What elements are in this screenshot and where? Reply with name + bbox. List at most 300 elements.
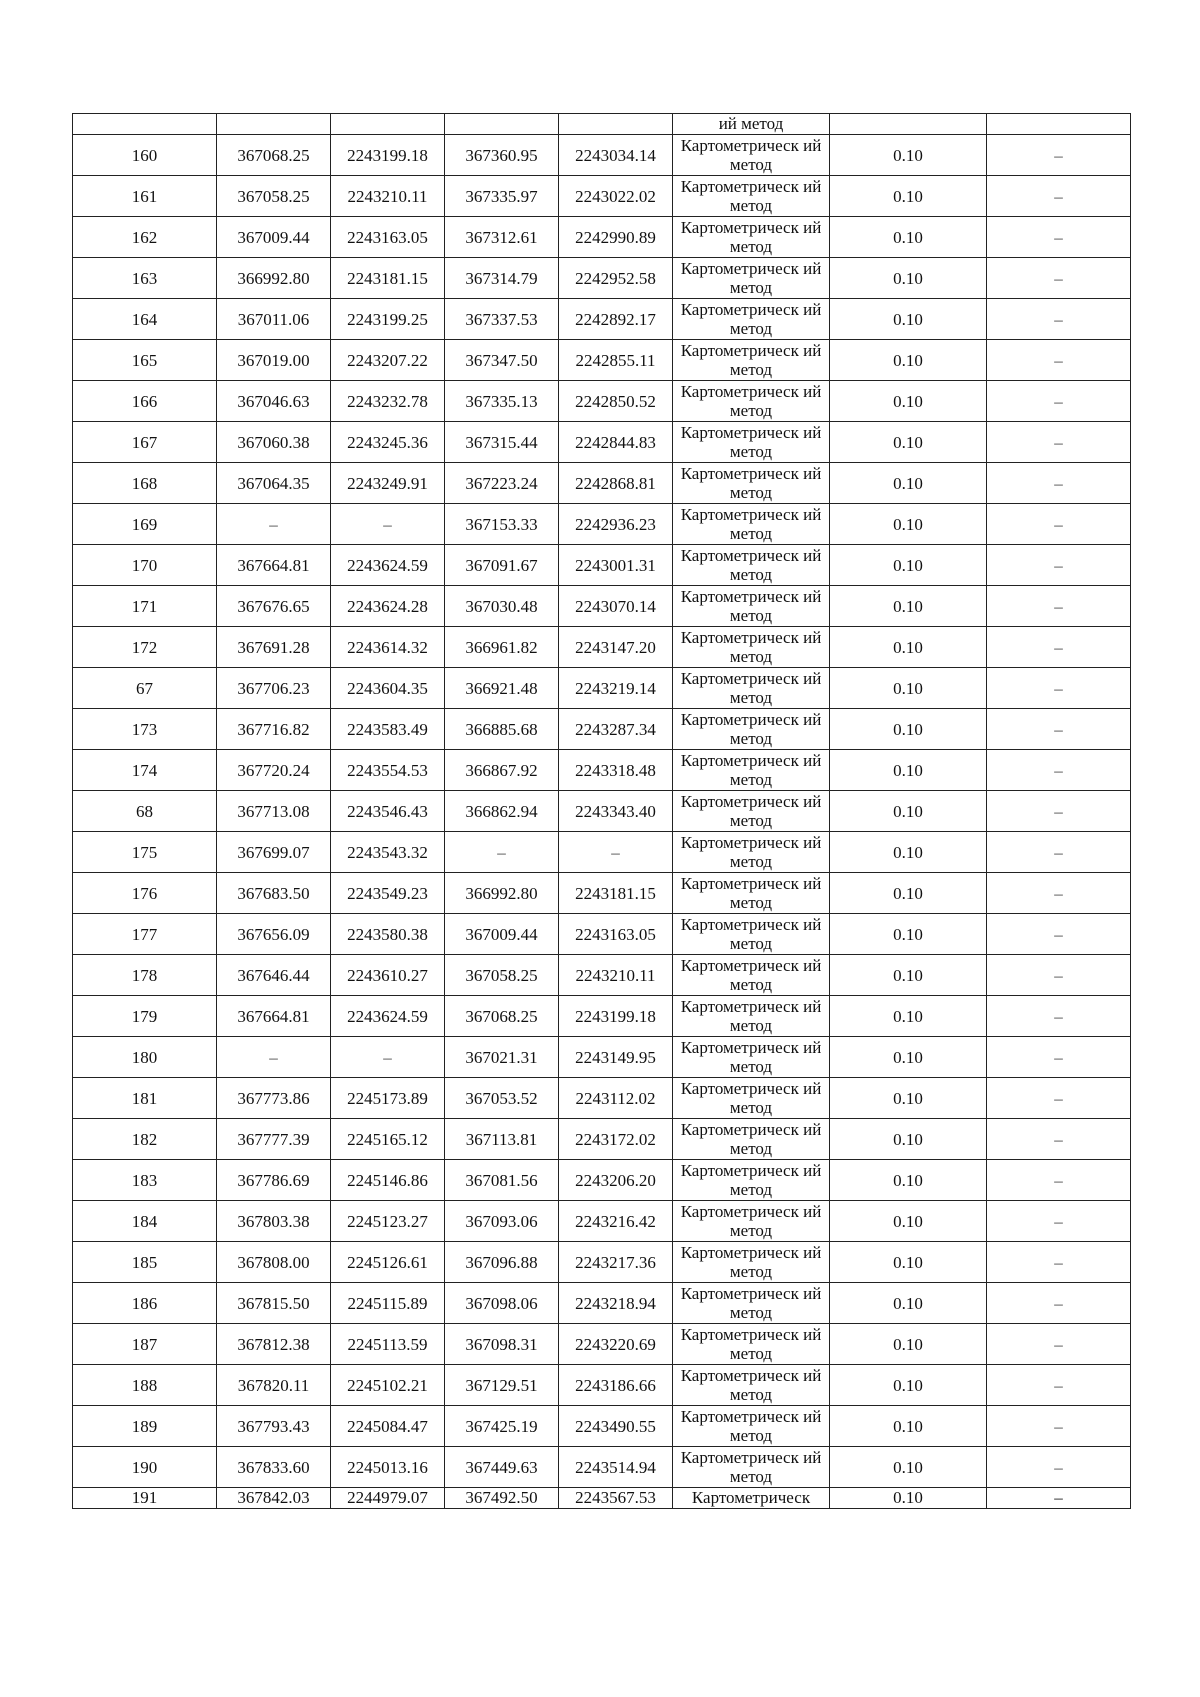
description-cell: – [987, 709, 1131, 750]
table-cell [217, 114, 331, 135]
accuracy-cell: 0.10 [830, 381, 987, 422]
x-existing-cell: 367815.50 [217, 1283, 331, 1324]
y-existing-cell: 2243624.59 [331, 996, 445, 1037]
y-existing-cell: 2243163.05 [331, 217, 445, 258]
description-cell: – [987, 340, 1131, 381]
y-existing-cell: 2243610.27 [331, 955, 445, 996]
accuracy-cell: 0.10 [830, 832, 987, 873]
description-cell: – [987, 1160, 1131, 1201]
x-refined-cell: 367096.88 [445, 1242, 559, 1283]
table-row [73, 504, 1131, 545]
description-cell: – [987, 1283, 1131, 1324]
accuracy-cell: 0.10 [830, 873, 987, 914]
x-existing-cell: 367664.81 [217, 545, 331, 586]
x-existing-cell: 367720.24 [217, 750, 331, 791]
x-refined-cell: 366921.48 [445, 668, 559, 709]
point-number-cell: 172 [73, 627, 217, 668]
y-refined-cell: 2243186.66 [559, 1365, 673, 1406]
x-existing-cell: 367646.44 [217, 955, 331, 996]
y-existing-cell: 2245102.21 [331, 1365, 445, 1406]
method-cell: Картометрическ ий метод [673, 422, 830, 463]
method-cell: Картометрическ ий метод [673, 463, 830, 504]
accuracy-cell: 0.10 [830, 1119, 987, 1160]
y-existing-cell: 2245084.47 [331, 1406, 445, 1447]
description-cell: – [987, 832, 1131, 873]
description-cell: – [987, 627, 1131, 668]
x-existing-cell: 367676.65 [217, 586, 331, 627]
x-existing-cell: 367842.03 [217, 1488, 331, 1509]
y-existing-cell: 2243546.43 [331, 791, 445, 832]
method-cell: Картометрическ ий метод [673, 1037, 830, 1078]
y-existing-cell: 2243614.32 [331, 627, 445, 668]
x-existing-cell: 367833.60 [217, 1447, 331, 1488]
accuracy-cell: 0.10 [830, 627, 987, 668]
accuracy-cell: 0.10 [830, 1324, 987, 1365]
description-cell: – [987, 1365, 1131, 1406]
accuracy-cell: 0.10 [830, 1078, 987, 1119]
accuracy-cell: 0.10 [830, 1201, 987, 1242]
y-refined-cell: 2242855.11 [559, 340, 673, 381]
method-cell: Картометрическ ий метод [673, 299, 830, 340]
point-number-cell: 187 [73, 1324, 217, 1365]
y-existing-cell: 2245113.59 [331, 1324, 445, 1365]
y-existing-cell: 2243210.11 [331, 176, 445, 217]
table-row [73, 955, 1131, 996]
table-cell [830, 114, 987, 135]
accuracy-cell: 0.10 [830, 217, 987, 258]
description-cell: – [987, 1037, 1131, 1078]
description-cell: – [987, 299, 1131, 340]
method-cell: Картометрическ ий метод [673, 832, 830, 873]
point-number-cell: 67 [73, 668, 217, 709]
x-existing-cell: 367713.08 [217, 791, 331, 832]
table-row [73, 668, 1131, 709]
x-existing-cell: 367803.38 [217, 1201, 331, 1242]
point-number-cell: 176 [73, 873, 217, 914]
table-row [73, 217, 1131, 258]
accuracy-cell: 0.10 [830, 340, 987, 381]
y-existing-cell: 2243249.91 [331, 463, 445, 504]
x-existing-cell: 367699.07 [217, 832, 331, 873]
x-existing-cell: – [217, 504, 331, 545]
point-number-cell: 162 [73, 217, 217, 258]
accuracy-cell: 0.10 [830, 1242, 987, 1283]
point-number-cell: 169 [73, 504, 217, 545]
table-row [73, 340, 1131, 381]
y-refined-cell: 2243210.11 [559, 955, 673, 996]
description-cell: – [987, 422, 1131, 463]
accuracy-cell: 0.10 [830, 1488, 987, 1509]
accuracy-cell: 0.10 [830, 1365, 987, 1406]
description-cell: – [987, 135, 1131, 176]
x-existing-cell: 367683.50 [217, 873, 331, 914]
y-refined-cell: 2242868.81 [559, 463, 673, 504]
x-existing-cell: 367716.82 [217, 709, 331, 750]
method-cell: Картометрическ ий метод [673, 1447, 830, 1488]
table-cell [559, 114, 673, 135]
table-row [73, 1324, 1131, 1365]
y-existing-cell: 2243624.59 [331, 545, 445, 586]
y-existing-cell: 2243207.22 [331, 340, 445, 381]
y-existing-cell: 2245115.89 [331, 1283, 445, 1324]
method-cell: Картометрическ ий метод [673, 1119, 830, 1160]
y-refined-cell: 2242892.17 [559, 299, 673, 340]
y-existing-cell: 2243549.23 [331, 873, 445, 914]
table-row [73, 1119, 1131, 1160]
table-row [73, 627, 1131, 668]
y-existing-cell: 2243554.53 [331, 750, 445, 791]
description-cell: – [987, 1406, 1131, 1447]
x-existing-cell: 367060.38 [217, 422, 331, 463]
x-existing-cell: 367068.25 [217, 135, 331, 176]
table-row [73, 381, 1131, 422]
description-cell: – [987, 914, 1131, 955]
description-cell: – [987, 176, 1131, 217]
point-number-cell: 191 [73, 1488, 217, 1509]
accuracy-cell: 0.10 [830, 668, 987, 709]
x-existing-cell: 367691.28 [217, 627, 331, 668]
table-row [73, 1447, 1131, 1488]
x-existing-cell: 367664.81 [217, 996, 331, 1037]
x-refined-cell: 367337.53 [445, 299, 559, 340]
y-existing-cell: 2243543.32 [331, 832, 445, 873]
accuracy-cell: 0.10 [830, 1447, 987, 1488]
table-row [73, 709, 1131, 750]
point-number-cell: 181 [73, 1078, 217, 1119]
method-cell: Картометрическ ий метод [673, 1283, 830, 1324]
table-row [73, 1406, 1131, 1447]
point-number-cell: 165 [73, 340, 217, 381]
method-cell: Картометрическ ий метод [673, 340, 830, 381]
x-refined-cell: 367093.06 [445, 1201, 559, 1242]
x-refined-cell: 367347.50 [445, 340, 559, 381]
x-refined-cell: 367492.50 [445, 1488, 559, 1509]
table-row [73, 873, 1131, 914]
table-row [73, 1078, 1131, 1119]
x-refined-cell: 366885.68 [445, 709, 559, 750]
x-refined-cell: 367098.06 [445, 1283, 559, 1324]
y-existing-cell: 2243245.36 [331, 422, 445, 463]
y-existing-cell: 2243181.15 [331, 258, 445, 299]
point-number-cell: 173 [73, 709, 217, 750]
y-existing-cell: 2243583.49 [331, 709, 445, 750]
method-cell: Картометрическ ий метод [673, 217, 830, 258]
point-number-cell: 171 [73, 586, 217, 627]
y-refined-cell: 2243001.31 [559, 545, 673, 586]
table-row [73, 914, 1131, 955]
y-existing-cell: 2243604.35 [331, 668, 445, 709]
accuracy-cell: 0.10 [830, 299, 987, 340]
table-row [73, 996, 1131, 1037]
description-cell: – [987, 1201, 1131, 1242]
accuracy-cell: 0.10 [830, 135, 987, 176]
method-cell: Картометрическ ий метод [673, 545, 830, 586]
y-refined-cell: 2242952.58 [559, 258, 673, 299]
point-number-cell: 184 [73, 1201, 217, 1242]
point-number-cell: 175 [73, 832, 217, 873]
continued-row [73, 114, 1131, 135]
method-cell: Картометрическ ий метод [673, 1406, 830, 1447]
accuracy-cell: 0.10 [830, 545, 987, 586]
y-refined-cell: 2243220.69 [559, 1324, 673, 1365]
x-refined-cell: 367335.97 [445, 176, 559, 217]
method-cell: Картометрическ ий метод [673, 668, 830, 709]
accuracy-cell: 0.10 [830, 1037, 987, 1078]
table-row [73, 1365, 1131, 1406]
coordinates-table [72, 113, 1131, 1509]
table-cell [987, 114, 1131, 135]
method-cell: Картометрическ ий метод [673, 873, 830, 914]
description-cell: – [987, 1242, 1131, 1283]
table-row [73, 258, 1131, 299]
y-refined-cell: 2243112.02 [559, 1078, 673, 1119]
x-refined-cell: 367021.31 [445, 1037, 559, 1078]
x-refined-cell: 367068.25 [445, 996, 559, 1037]
description-cell: – [987, 1078, 1131, 1119]
table-row [73, 463, 1131, 504]
x-existing-cell: 367046.63 [217, 381, 331, 422]
y-refined-cell: 2242990.89 [559, 217, 673, 258]
table-cell [331, 114, 445, 135]
accuracy-cell: 0.10 [830, 1283, 987, 1324]
table-row [73, 1201, 1131, 1242]
y-refined-cell: – [559, 832, 673, 873]
description-cell: – [987, 258, 1131, 299]
accuracy-cell: 0.10 [830, 996, 987, 1037]
x-existing-cell: 367812.38 [217, 1324, 331, 1365]
x-existing-cell: 367058.25 [217, 176, 331, 217]
x-existing-cell: 367019.00 [217, 340, 331, 381]
point-number-cell: 178 [73, 955, 217, 996]
y-refined-cell: 2243490.55 [559, 1406, 673, 1447]
y-refined-cell: 2243034.14 [559, 135, 673, 176]
x-existing-cell: 367656.09 [217, 914, 331, 955]
y-existing-cell: 2245165.12 [331, 1119, 445, 1160]
table-row [73, 1037, 1131, 1078]
y-refined-cell: 2243219.14 [559, 668, 673, 709]
method-cell: Картометрическ ий метод [673, 750, 830, 791]
description-cell: – [987, 873, 1131, 914]
point-number-cell: 179 [73, 996, 217, 1037]
y-refined-cell: 2243287.34 [559, 709, 673, 750]
point-number-cell: 166 [73, 381, 217, 422]
y-existing-cell: 2243199.18 [331, 135, 445, 176]
y-refined-cell: 2243514.94 [559, 1447, 673, 1488]
method-cell: Картометрическ ий метод [673, 381, 830, 422]
y-refined-cell: 2243343.40 [559, 791, 673, 832]
description-cell: – [987, 217, 1131, 258]
x-existing-cell: 367808.00 [217, 1242, 331, 1283]
method-cell: Картометрическ ий метод [673, 586, 830, 627]
table-row [73, 1283, 1131, 1324]
method-cell: Картометрическ ий метод [673, 1242, 830, 1283]
method-cell: Картометрическ ий метод [673, 258, 830, 299]
table-row [73, 299, 1131, 340]
x-refined-cell: 367425.19 [445, 1406, 559, 1447]
description-cell: – [987, 955, 1131, 996]
y-existing-cell: – [331, 504, 445, 545]
x-existing-cell: 367009.44 [217, 217, 331, 258]
point-number-cell: 161 [73, 176, 217, 217]
point-number-cell: 188 [73, 1365, 217, 1406]
description-cell: – [987, 750, 1131, 791]
y-existing-cell: 2243232.78 [331, 381, 445, 422]
method-cell: Картометрическ [673, 1488, 830, 1509]
y-existing-cell: 2243580.38 [331, 914, 445, 955]
description-cell: – [987, 996, 1131, 1037]
table-row [73, 832, 1131, 873]
accuracy-cell: 0.10 [830, 176, 987, 217]
y-refined-cell: 2242936.23 [559, 504, 673, 545]
accuracy-cell: 0.10 [830, 258, 987, 299]
description-cell: – [987, 545, 1131, 586]
point-number-cell: 180 [73, 1037, 217, 1078]
method-cell: Картометрическ ий метод [673, 135, 830, 176]
accuracy-cell: 0.10 [830, 422, 987, 463]
x-refined-cell: 366867.92 [445, 750, 559, 791]
accuracy-cell: 0.10 [830, 955, 987, 996]
y-refined-cell: 2243318.48 [559, 750, 673, 791]
accuracy-cell: 0.10 [830, 463, 987, 504]
table-row [73, 750, 1131, 791]
x-refined-cell: 367053.52 [445, 1078, 559, 1119]
description-cell: – [987, 463, 1131, 504]
method-cell: Картометрическ ий метод [673, 914, 830, 955]
point-number-cell: 168 [73, 463, 217, 504]
description-cell: – [987, 1488, 1131, 1509]
y-existing-cell: 2244979.07 [331, 1488, 445, 1509]
y-existing-cell: 2245126.61 [331, 1242, 445, 1283]
y-refined-cell: 2243070.14 [559, 586, 673, 627]
accuracy-cell: 0.10 [830, 709, 987, 750]
x-refined-cell: 367314.79 [445, 258, 559, 299]
description-cell: – [987, 791, 1131, 832]
x-refined-cell: 367091.67 [445, 545, 559, 586]
method-cell: Картометрическ ий метод [673, 955, 830, 996]
x-existing-cell: 367793.43 [217, 1406, 331, 1447]
table-row [73, 1242, 1131, 1283]
table-row [73, 422, 1131, 463]
point-number-cell: 183 [73, 1160, 217, 1201]
x-refined-cell: 366862.94 [445, 791, 559, 832]
description-cell: – [987, 381, 1131, 422]
x-existing-cell: – [217, 1037, 331, 1078]
x-refined-cell: 367223.24 [445, 463, 559, 504]
x-existing-cell: 367064.35 [217, 463, 331, 504]
point-number-cell: 186 [73, 1283, 217, 1324]
y-refined-cell: 2242844.83 [559, 422, 673, 463]
table-row [73, 1160, 1131, 1201]
x-existing-cell: 367777.39 [217, 1119, 331, 1160]
x-refined-cell: 367449.63 [445, 1447, 559, 1488]
table-row [73, 176, 1131, 217]
method-cell: Картометрическ ий метод [673, 1324, 830, 1365]
description-cell: – [987, 1447, 1131, 1488]
x-existing-cell: 367011.06 [217, 299, 331, 340]
x-refined-cell: 367312.61 [445, 217, 559, 258]
y-existing-cell: 2243624.28 [331, 586, 445, 627]
x-refined-cell: 367098.31 [445, 1324, 559, 1365]
y-refined-cell: 2243206.20 [559, 1160, 673, 1201]
method-cell: Картометрическ ий метод [673, 1160, 830, 1201]
description-cell: – [987, 1324, 1131, 1365]
x-refined-cell: 367009.44 [445, 914, 559, 955]
point-number-cell: 167 [73, 422, 217, 463]
accuracy-cell: 0.10 [830, 1160, 987, 1201]
accuracy-cell: 0.10 [830, 750, 987, 791]
x-existing-cell: 367820.11 [217, 1365, 331, 1406]
description-cell: – [987, 504, 1131, 545]
accuracy-cell: 0.10 [830, 1406, 987, 1447]
x-refined-cell: 367315.44 [445, 422, 559, 463]
method-cell: Картометрическ ий метод [673, 996, 830, 1037]
table-cell [73, 114, 217, 135]
y-existing-cell: 2245173.89 [331, 1078, 445, 1119]
description-cell: – [987, 586, 1131, 627]
description-cell: – [987, 1119, 1131, 1160]
method-cell: ий метод [673, 114, 830, 135]
point-number-cell: 189 [73, 1406, 217, 1447]
y-existing-cell: 2245146.86 [331, 1160, 445, 1201]
point-number-cell: 160 [73, 135, 217, 176]
x-refined-cell: 367030.48 [445, 586, 559, 627]
y-existing-cell: 2245123.27 [331, 1201, 445, 1242]
x-refined-cell: 367360.95 [445, 135, 559, 176]
table-row-partial [73, 1488, 1131, 1509]
table-cell [445, 114, 559, 135]
method-cell: Картометрическ ий метод [673, 504, 830, 545]
y-refined-cell: 2243022.02 [559, 176, 673, 217]
method-cell: Картометрическ ий метод [673, 791, 830, 832]
x-refined-cell: 367081.56 [445, 1160, 559, 1201]
method-cell: Картометрическ ий метод [673, 709, 830, 750]
y-refined-cell: 2243147.20 [559, 627, 673, 668]
accuracy-cell: 0.10 [830, 586, 987, 627]
y-refined-cell: 2243199.18 [559, 996, 673, 1037]
description-cell: – [987, 668, 1131, 709]
y-refined-cell: 2243149.95 [559, 1037, 673, 1078]
y-existing-cell: 2245013.16 [331, 1447, 445, 1488]
y-refined-cell: 2243172.02 [559, 1119, 673, 1160]
x-refined-cell: 366992.80 [445, 873, 559, 914]
table-row [73, 791, 1131, 832]
y-existing-cell: 2243199.25 [331, 299, 445, 340]
x-refined-cell: 367058.25 [445, 955, 559, 996]
point-number-cell: 164 [73, 299, 217, 340]
method-cell: Картометрическ ий метод [673, 627, 830, 668]
x-refined-cell: 367113.81 [445, 1119, 559, 1160]
x-existing-cell: 366992.80 [217, 258, 331, 299]
y-refined-cell: 2242850.52 [559, 381, 673, 422]
table-row [73, 586, 1131, 627]
y-refined-cell: 2243163.05 [559, 914, 673, 955]
table-row [73, 135, 1131, 176]
method-cell: Картометрическ ий метод [673, 1078, 830, 1119]
x-existing-cell: 367773.86 [217, 1078, 331, 1119]
y-refined-cell: 2243218.94 [559, 1283, 673, 1324]
point-number-cell: 163 [73, 258, 217, 299]
accuracy-cell: 0.10 [830, 504, 987, 545]
point-number-cell: 190 [73, 1447, 217, 1488]
accuracy-cell: 0.10 [830, 914, 987, 955]
method-cell: Картометрическ ий метод [673, 1365, 830, 1406]
x-refined-cell: 367129.51 [445, 1365, 559, 1406]
point-number-cell: 170 [73, 545, 217, 586]
y-refined-cell: 2243567.53 [559, 1488, 673, 1509]
y-refined-cell: 2243181.15 [559, 873, 673, 914]
x-existing-cell: 367786.69 [217, 1160, 331, 1201]
y-refined-cell: 2243217.36 [559, 1242, 673, 1283]
